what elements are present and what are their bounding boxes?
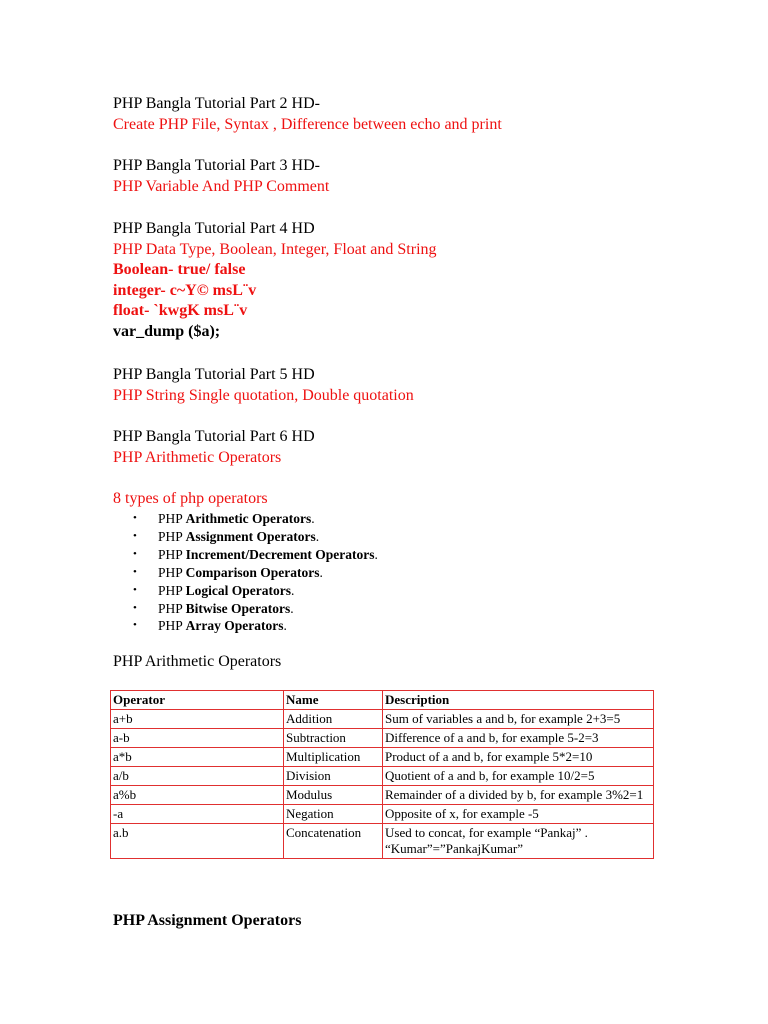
- list-item: • PHP Increment/Decrement Operators.: [133, 546, 378, 562]
- cell-name: Concatenation: [284, 824, 383, 859]
- boolean-line: Boolean- true/ false: [113, 261, 246, 278]
- cell-description: Difference of a and b, for example 5-2=3: [383, 729, 654, 748]
- cell-operator: a%b: [111, 786, 284, 805]
- cell-operator: a/b: [111, 767, 284, 786]
- cell-operator: a*b: [111, 748, 284, 767]
- bullet-icon: •: [133, 529, 137, 542]
- cell-description: Used to concat, for example “Pankaj” . “Kumar”=”PankajKumar”: [383, 824, 654, 859]
- section-subtitle: PHP String Single quotation, Double quotation: [113, 386, 414, 404]
- section-subtitle: PHP Arithmetic Operators: [113, 448, 282, 466]
- cell-description: Remainder of a divided by b, for example 3%2=1: [383, 786, 654, 805]
- section-title: PHP Bangla Tutorial Part 4 HD: [113, 220, 315, 237]
- cell-description: Opposite of x, for example -5: [383, 805, 654, 824]
- assign-heading: PHP Assignment Operators: [113, 912, 302, 929]
- cell-name: Multiplication: [284, 748, 383, 767]
- cell-operator: -a: [111, 805, 284, 824]
- section-part-2: [113, 94, 502, 135]
- section-subtitle: PHP Data Type, Boolean, Integer, Float and String: [113, 240, 437, 258]
- cell-description: Sum of variables a and b, for example 2+3=5: [383, 710, 654, 729]
- table-row: [111, 710, 654, 729]
- section-title: PHP Bangla Tutorial Part 2 HD-: [113, 95, 320, 112]
- section-subtitle: PHP Variable And PHP Comment: [113, 177, 330, 195]
- section-subtitle: Create PHP File, Syntax , Difference between echo and print: [113, 115, 502, 133]
- bullet-icon: •: [133, 547, 137, 560]
- section-part-6: [113, 427, 315, 468]
- section-part-4: [113, 219, 437, 342]
- cell-name: Negation: [284, 805, 383, 824]
- table-row: [111, 786, 654, 805]
- list-item: • PHP Array Operators.: [133, 618, 287, 634]
- list-item: • PHP Bitwise Operators.: [133, 600, 294, 616]
- bullet-icon: •: [133, 619, 137, 632]
- header-name: Name: [284, 691, 383, 710]
- operators-list: [133, 510, 378, 635]
- float-line: float- `kwgK msL¨v: [113, 302, 248, 319]
- cell-name: Modulus: [284, 786, 383, 805]
- cell-operator: a.b: [111, 824, 284, 859]
- var-dump-line: var_dump ($a);: [113, 322, 221, 340]
- bullet-icon: •: [133, 583, 137, 596]
- integer-line: integer- c~Y© msL¨v: [113, 281, 257, 299]
- cell-operator: a-b: [111, 729, 284, 748]
- section-part-3: [113, 156, 329, 197]
- arith-heading: PHP Arithmetic Operators: [113, 653, 282, 670]
- operators-heading-block: [113, 489, 268, 510]
- arithmetic-operators-table: [110, 690, 654, 859]
- list-item: • PHP Comparison Operators.: [133, 564, 323, 580]
- bullet-icon: •: [133, 565, 137, 578]
- bullet-icon: •: [133, 601, 137, 614]
- cell-name: Division: [284, 767, 383, 786]
- table-row: [111, 748, 654, 767]
- table-row: [111, 767, 654, 786]
- cell-name: Subtraction: [284, 729, 383, 748]
- bullet-icon: •: [133, 512, 137, 524]
- header-operator: Operator: [111, 691, 284, 710]
- cell-description: Product of a and b, for example 5*2=10: [383, 748, 654, 767]
- section-title: PHP Bangla Tutorial Part 5 HD: [113, 366, 315, 383]
- table-row: [111, 805, 654, 824]
- list-item: • PHP Arithmetic Operators.: [133, 511, 315, 526]
- section-title: PHP Bangla Tutorial Part 6 HD: [113, 428, 315, 445]
- cell-description: Quotient of a and b, for example 10/2=5: [383, 767, 654, 786]
- list-item: • PHP Logical Operators.: [133, 582, 295, 598]
- operators-heading: 8 types of php operators: [113, 490, 268, 507]
- section-title: PHP Bangla Tutorial Part 3 HD-: [113, 157, 320, 174]
- table-row: [111, 729, 654, 748]
- cell-name: Addition: [284, 710, 383, 729]
- header-description: Description: [383, 691, 654, 710]
- table-header-row: [111, 691, 654, 710]
- section-part-5: [113, 365, 414, 406]
- list-item: • PHP Assignment Operators.: [133, 528, 320, 544]
- table-row: [111, 824, 654, 859]
- cell-operator: a+b: [111, 710, 284, 729]
